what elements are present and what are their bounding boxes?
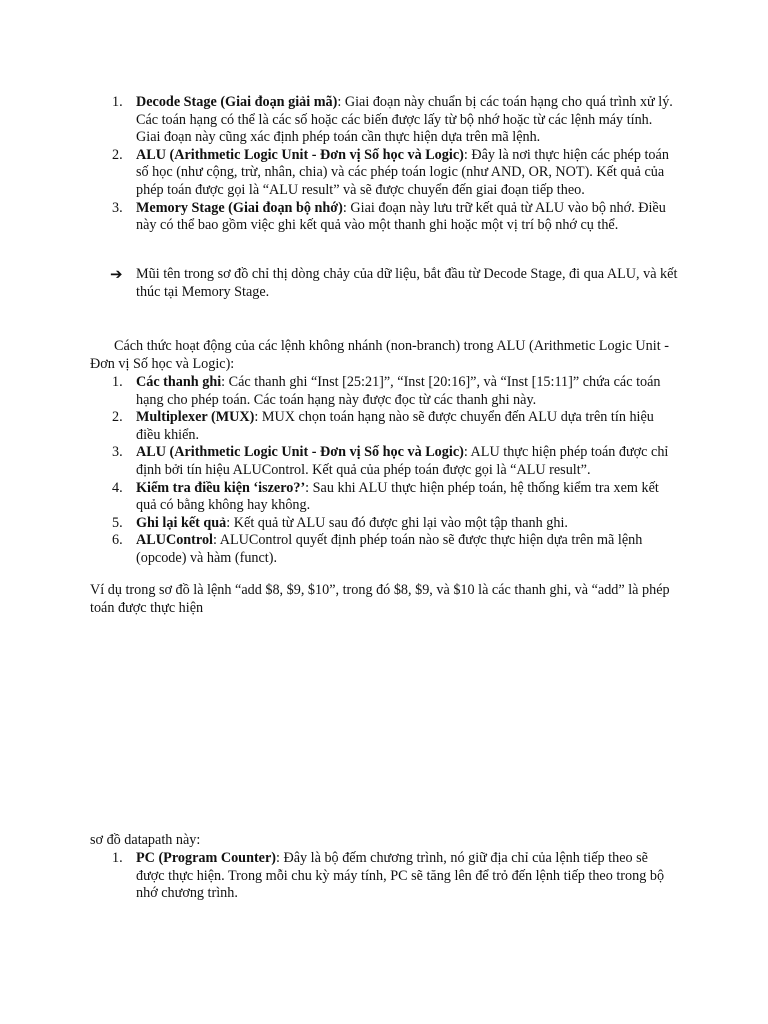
- right-arrow-icon: ➔: [110, 265, 123, 283]
- list-item: [90, 147, 678, 200]
- item-text: : Đây là bộ đếm chương trình, nó giữ địa chỉ của lệnh tiếp theo sẽ được thực hiện. Trong mỗi chu kỳ máy tính, PC sẽ tăng lên để trỏ đến lệnh tiếp theo trong bộ nhớ chương trình.: [136, 850, 665, 902]
- item-term: Ghi lại kết quả: [136, 514, 227, 531]
- datapath-intro-paragraph: sơ đồ datapath này:: [90, 832, 201, 848]
- item-number: 3.: [112, 444, 123, 461]
- item-term: ALU (Arithmetic Logic Unit - Đơn vị Số học và Logic): [136, 444, 464, 461]
- list-item: [90, 515, 678, 533]
- item-term: Các thanh ghi: [136, 374, 222, 390]
- item-text: : Đây là nơi thực hiện các phép toán số học (như cộng, trừ, nhân, chia) và các phép toán logic (như AND, OR, NOT). Kết quả của phép toán được gọi là “ALU result” và sẽ được chuyển đến giai đoạn tiếp theo.: [136, 146, 669, 198]
- item-term: ALU (Arithmetic Logic Unit - Đơn vị Số học và Logic): [136, 146, 464, 163]
- item-number: 5.: [112, 514, 123, 531]
- alu-operations-list: [90, 374, 678, 568]
- alu-operations-section: [90, 374, 678, 568]
- item-number: 3.: [112, 199, 123, 216]
- datapath-components-section: [90, 850, 678, 903]
- item-number: 4.: [112, 479, 123, 496]
- arrow-note: [90, 266, 678, 301]
- datapath-components-list: [90, 850, 678, 903]
- list-item: [90, 532, 678, 567]
- item-number: 2.: [112, 409, 123, 426]
- pipeline-stages-section: [90, 94, 678, 235]
- item-term: PC (Program Counter): [136, 850, 276, 866]
- list-item: [90, 409, 678, 444]
- item-number: 2.: [112, 146, 123, 163]
- list-item: [90, 374, 678, 409]
- example-paragraph: Ví dụ trong sơ đồ là lệnh “add $8, $9, $10”, trong đó $8, $9, và $10 là các thanh ghi, và “add” là phép toán được thực hiện: [90, 582, 670, 616]
- arrow-note-text: Mũi tên trong sơ đồ chỉ thị dòng chảy của dữ liệu, bắt đầu từ Decode Stage, đi qua ALU, và kết thúc tại Memory Stage.: [136, 266, 678, 300]
- item-text: : Các thanh ghi “Inst [25:21]”, “Inst [20:16]”, và “Inst [15:11]” chứa các toán hạng cho phép toán. Các toán hạng này được đọc từ các thanh ghi này.: [136, 374, 661, 408]
- list-item: [90, 850, 678, 903]
- list-item: [90, 480, 678, 515]
- item-term: Memory Stage (Giai đoạn bộ nhớ): [136, 199, 343, 216]
- item-term: ALUControl: [136, 532, 213, 549]
- list-item: [90, 94, 678, 147]
- item-term: Decode Stage (Giai đoạn giải mã): [136, 94, 338, 110]
- item-number: 1.: [112, 850, 123, 866]
- item-text: : Giai đoạn này lưu trữ kết quả từ ALU vào bộ nhớ. Điều này có thể bao gồm việc ghi kết quả vào một thanh ghi hoặc một vị trí bộ nhớ cụ thể.: [136, 199, 666, 234]
- item-number: 1.: [112, 374, 123, 390]
- item-term: Multiplexer (MUX): [136, 409, 255, 426]
- item-text: : ALU thực hiện phép toán được chỉ định bởi tín hiệu ALUControl. Kết quả của phép toán được gọi là “ALU result”.: [136, 444, 669, 478]
- item-text: : Sau khi ALU thực hiện phép toán, hệ thống kiểm tra xem kết quả có bằng không hay không.: [136, 479, 659, 514]
- item-text: : Kết quả từ ALU sau đó được ghi lại vào một tập thanh ghi.: [226, 514, 568, 531]
- item-number: 6.: [112, 532, 123, 549]
- item-term: Kiểm tra điều kiện ‘iszero?’: [136, 479, 306, 496]
- alu-intro-paragraph: Cách thức hoạt động của các lệnh không nhánh (non-branch) trong ALU (Arithmetic Logic Unit - Đơn vị Số học và Logic):: [90, 338, 669, 372]
- item-text: : ALUControl quyết định phép toán nào sẽ được thực hiện dựa trên mã lệnh (opcode) và hàm (funct).: [136, 532, 643, 566]
- item-text: : Giai đoạn này chuẩn bị các toán hạng cho quá trình xử lý. Các toán hạng có thể là các số hoặc các biến được lấy từ bộ nhớ hoặc từ các lệnh máy tính. Giai đoạn này cũng xác định phép toán cần thực hiện dựa trên mã lệnh.: [136, 94, 673, 146]
- item-text: : MUX chọn toán hạng nào sẽ được chuyển đến ALU dựa trên tín hiệu điều khiển.: [136, 409, 654, 443]
- list-item: [90, 444, 678, 479]
- pipeline-stages-list: [90, 94, 678, 235]
- list-item: [90, 200, 678, 235]
- item-number: 1.: [112, 94, 123, 110]
